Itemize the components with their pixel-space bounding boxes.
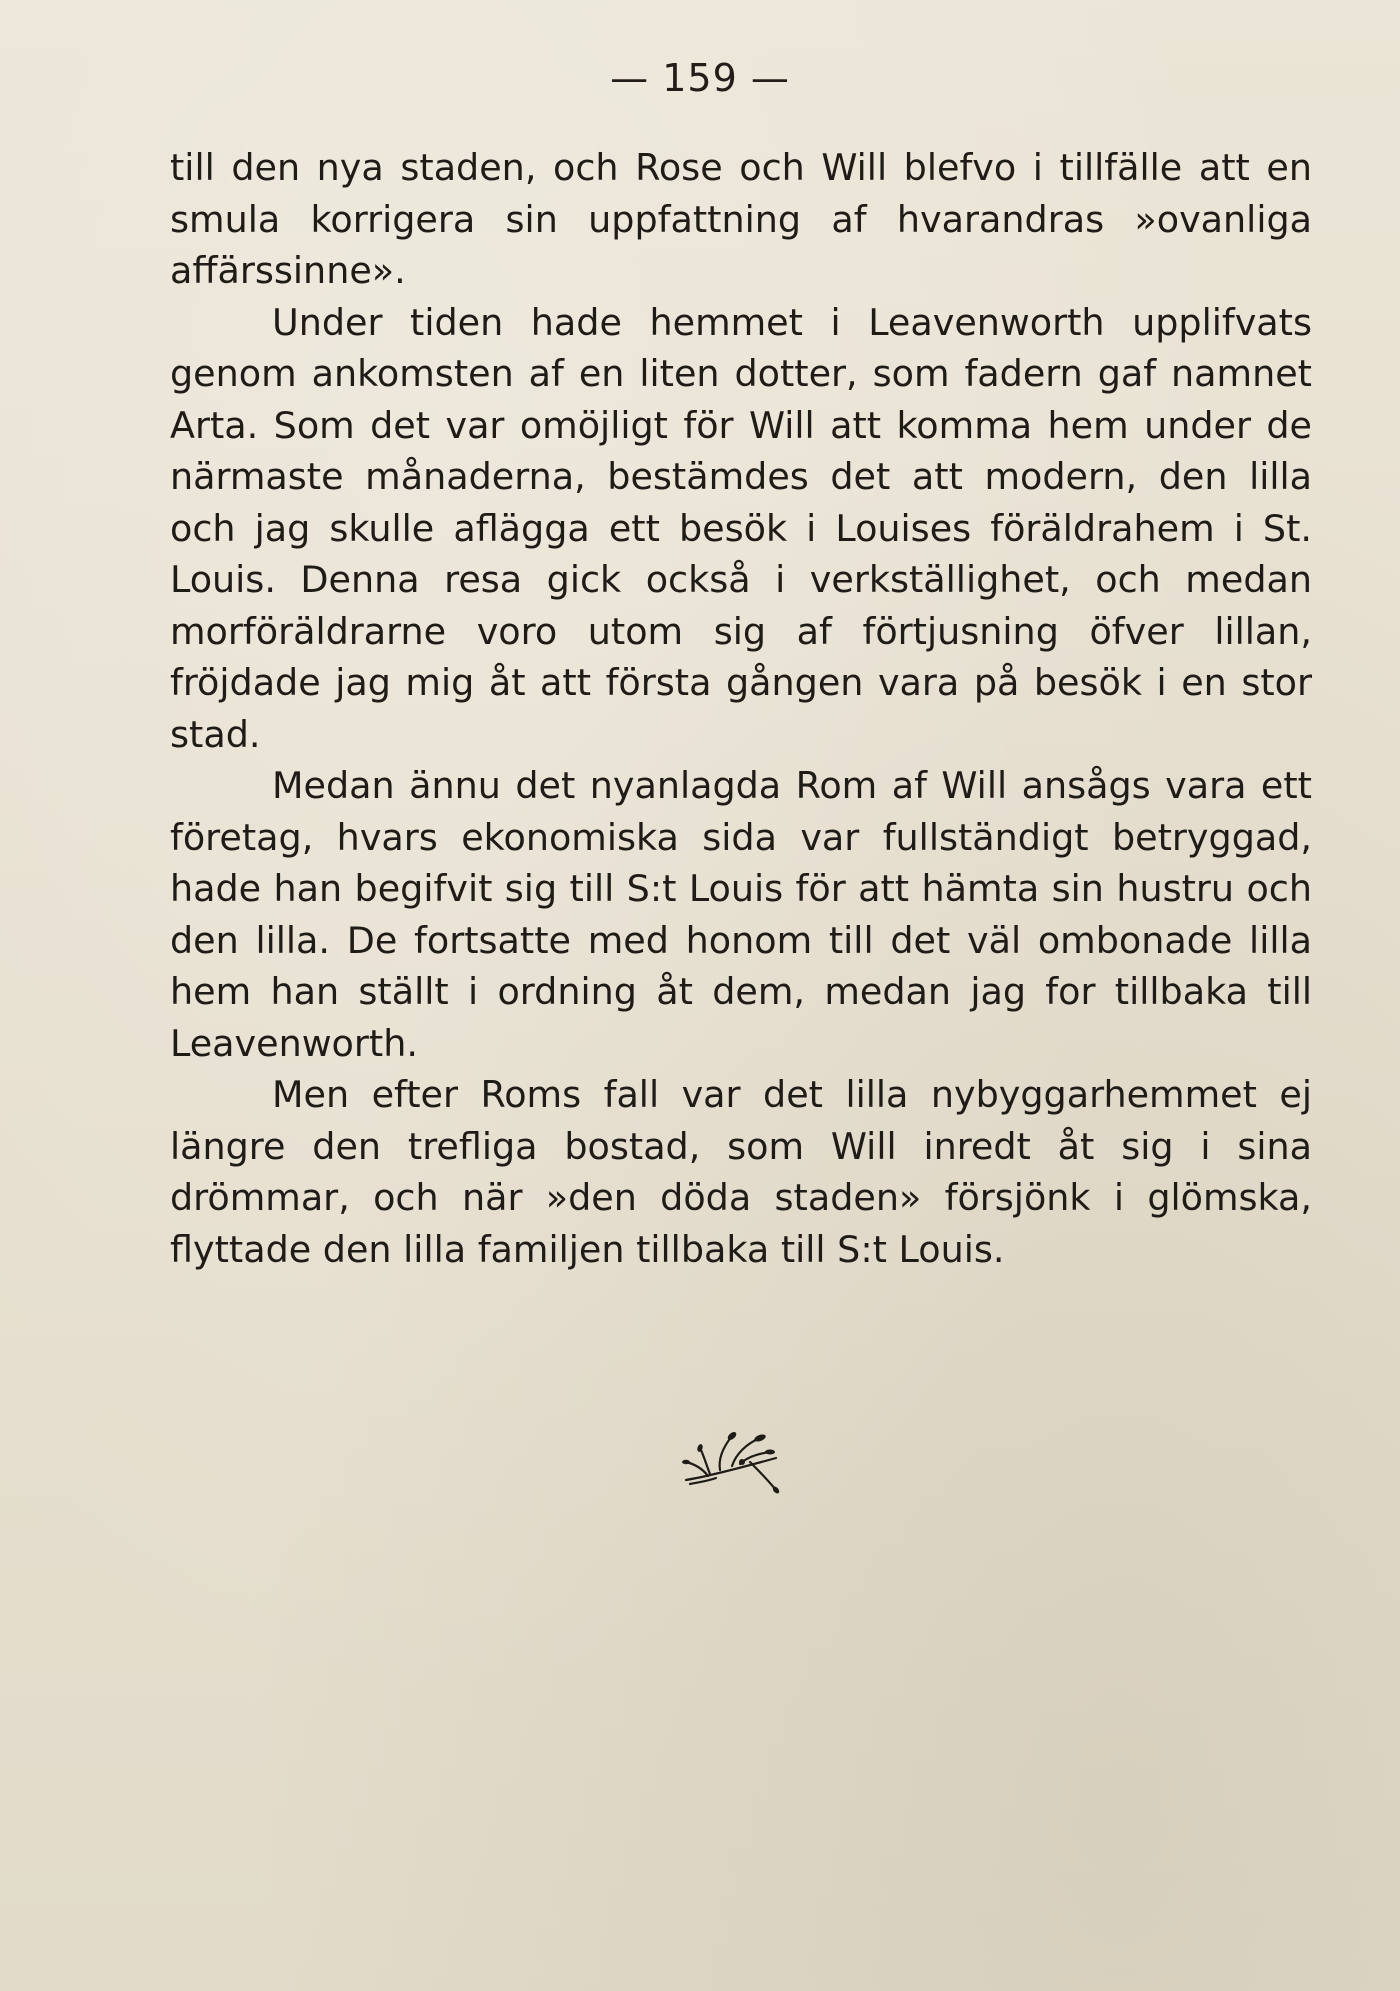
paragraph: Under tiden hade hemmet i Leavenworth upplifvats genom ankomsten af en liten dotter, som fadern gaf namnet Arta. Som det var omöjligt för Will att komma hem under de närmaste månaderna, bestämdes det att modern, den lilla och jag skulle aflägga ett besök i Louises föräldrahem i St. Louis. Denna resa gick också i verkställighet, och medan morföräldrarne voro utom sig af förtjusning öfver lillan, fröjdade jag mig åt att första gången vara på besök i en stor stad. xyxy=(170,300,1312,756)
page-number: — 159 — xyxy=(610,56,790,100)
paragraph: Men efter Roms fall var det lilla nybyggarhemmet ej längre den trefliga bostad, som Will inredt åt sig i sina drömmar, och när »den döda staden» försjönk i glömska, flyttade den lilla familjen tillbaka till S:t Louis. xyxy=(170,1073,1312,1271)
floral-vignette-icon xyxy=(680,1418,790,1498)
paragraph-continuation: till den nya staden, och Rose och Will blefvo i tillfälle att en smula korrigera sin uppfattning af hvarandras »ovanliga affärssinne». xyxy=(170,146,1312,292)
body-text xyxy=(170,142,1312,1275)
paragraph: Medan ännu det nyanlagda Rom af Will ansågs vara ett företag, hvars ekonomiska sida var fullständigt betryggad, hade han begifvit sig till S:t Louis för att hämta sin hustru och den lilla. De fortsatte med honom till det väl ombonade lilla hem han ställt i ordning åt dem, medan jag for tillbaka till Leavenworth. xyxy=(170,764,1312,1065)
